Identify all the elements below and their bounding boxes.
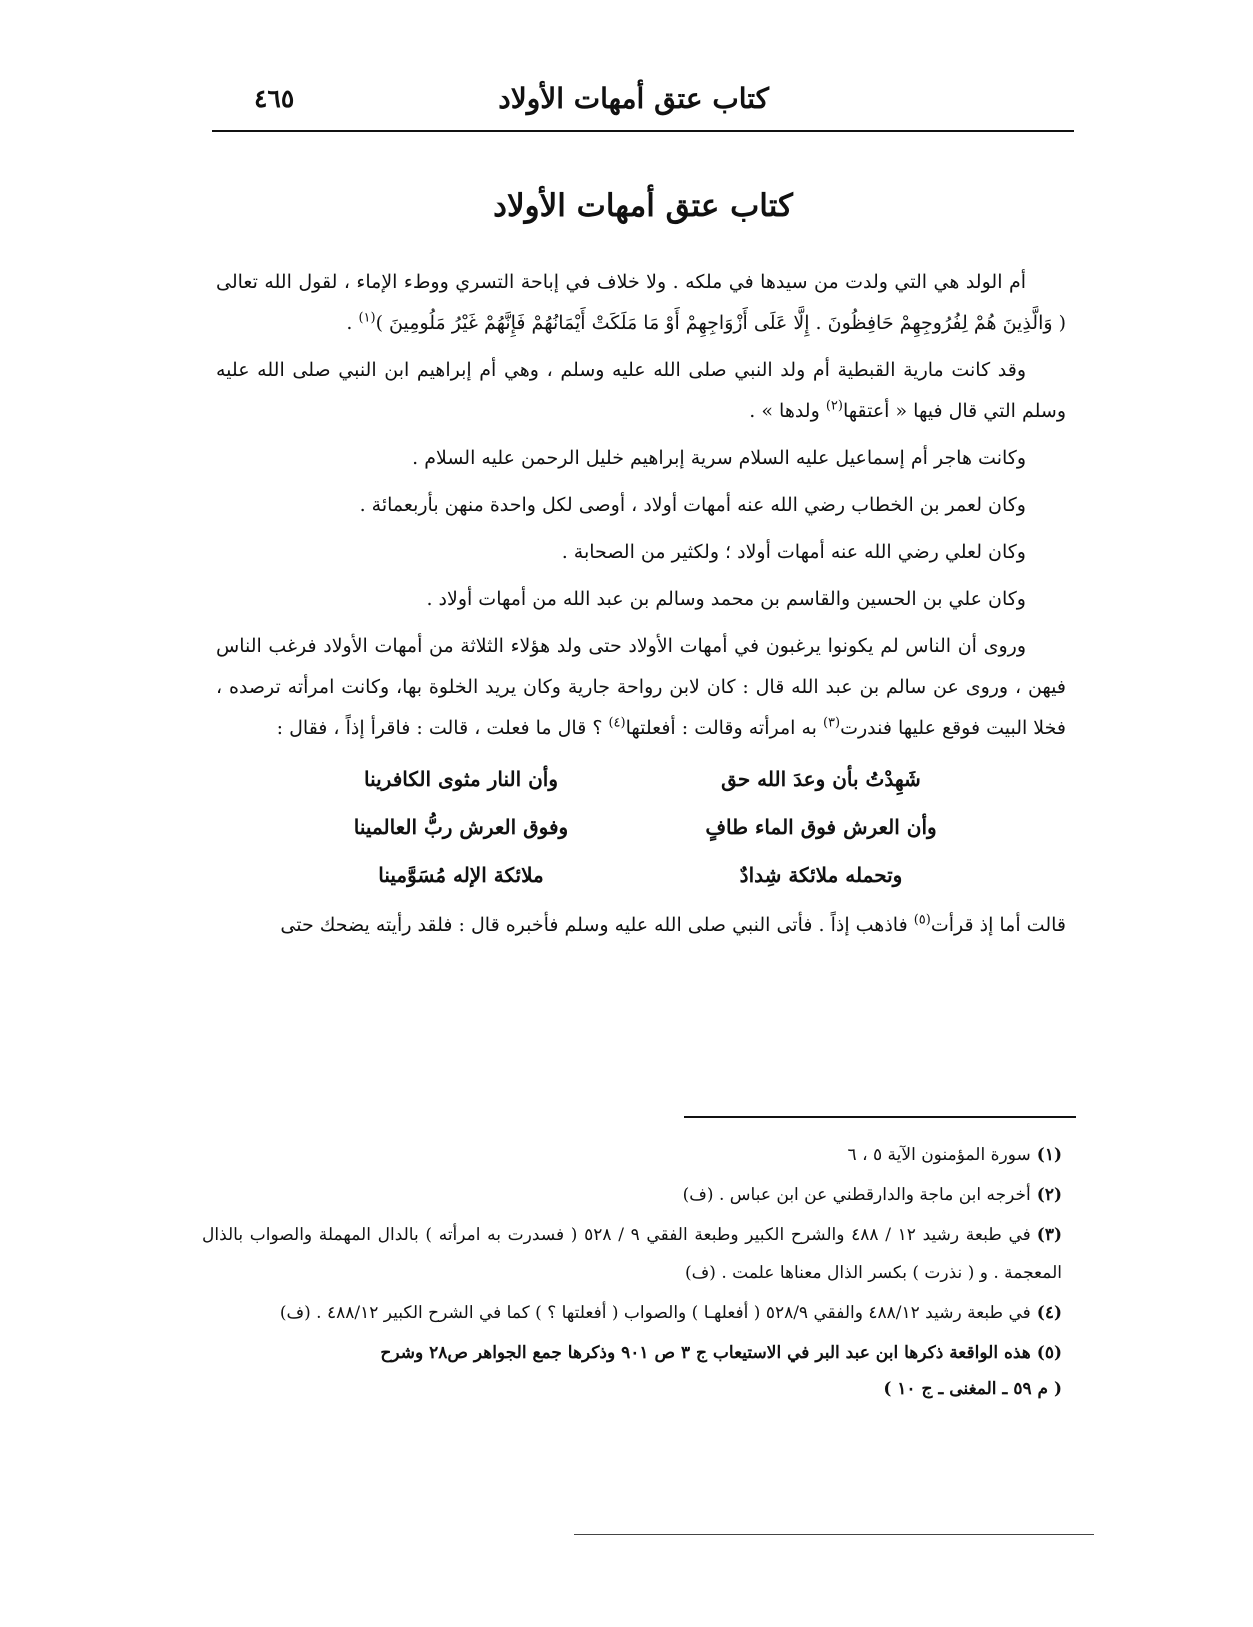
footnote-separator (684, 1116, 1076, 1118)
footnotes (202, 1136, 1062, 1404)
header-rule (212, 130, 1074, 132)
paragraph-8: قالت أما إذ قرأت$^{(٥)}$ فاذهب إذاً . فأتى النبي صلى الله عليه وسلم فأخبره قال : فلقد رأيته يضحك حتى (280, 912, 1066, 936)
footnote-3: (٣)في طبعة رشيد ١٢ / ٤٨٨ والشرح الكبير وطبعة الفقي ٩ / ٥٢٨ ( فسدرت به امرأته ) بالدال المهملة والصواب بالذال المعجمة . و ( نذرت ) بكسر الذال معناها علمت . (ف) (202, 1225, 1062, 1283)
footnote-ref-1: (١) (358, 310, 376, 326)
bottom-rule (574, 1534, 1094, 1535)
paragraph-1: أم الولد هي التي ولدت من سيدها في ملكه . ولا خلاف في إباحة التسري ووطء الإماء ، لقول الله تعالى ( وَالَّذِينَ هُمْ لِفُرُوجِهِمْ حَافِظُونَ . إِلَّا عَلَى أَزْوَاجِهِمْ أَوْ مَا مَلَكَتْ أَيْمَانُهُمْ فَإِنَّهُمْ غَيْرُ مَلُومِينَ )$^{(١)}$ . (216, 271, 1066, 334)
running-header (212, 82, 1074, 126)
poem-verse (311, 851, 971, 899)
footnote-5: (٥)هذه الواقعة ذكرها ابن عبد البر في الاستيعاب ج ٣ ص ٩٠١ وذكرها جمع الجواهر ص٢٨ وشرح (380, 1343, 1062, 1363)
paragraph-7: وروى أن الناس لم يكونوا يرغبون في أمهات الأولاد حتى ولد هؤلاء الثلاثة من أمهات الأولاد فرغب الناس فيهن ، وروى عن سالم بن عبد الله قال : كان لابن رواحة جارية وكان يريد الخلوة بها، وكانت امرأته ترصده ، فخلا البيت فوقع عليها فندرت$^{(٣)}$ به امرأته وقالت : أفعلتها$^{(٤)}$ ؟ قال ما فعلت ، قالت : فاقرأ إذاً ، فقال : (216, 635, 1066, 739)
paragraph-3: وكانت هاجر أم إسماعيل عليه السلام سرية إبراهيم خليل الرحمن عليه السلام . (412, 447, 1026, 469)
paragraph-6: وكان علي بن الحسين والقاسم بن محمد وسالم بن عبد الله من أمهات أولاد . (426, 588, 1026, 610)
poem (311, 755, 971, 899)
footnote-2: (٢)أخرجه ابن ماجة والدارقطني عن ابن عباس . (ف) (682, 1185, 1062, 1205)
verse-second-half: ملائكة الإله مُسَوَّمينا (378, 863, 544, 887)
verse-second-half: وفوق العرش ربُّ العالمينا (353, 815, 569, 839)
running-title: كتاب عتق أمهات الأولاد (498, 82, 769, 115)
poem-verse (311, 755, 971, 803)
footnote-1: (١)سورة المؤمنون الآية ٥ ، ٦ (847, 1145, 1062, 1165)
footnote-ref-5: (٥) (913, 912, 931, 928)
paragraph-4: وكان لعمر بن الخطاب رضي الله عنه أمهات أولاد ، أوصى لكل واحدة منهن بأربعمائة . (359, 494, 1026, 516)
poem-verse (311, 803, 971, 851)
footnote-ref-4: (٤) (608, 715, 626, 731)
paragraph-5: وكان لعلي رضي الله عنه أمهات أولاد ؛ ولكثير من الصحابة . (561, 541, 1026, 563)
main-text (216, 262, 1066, 952)
verse-second-half: وأن النار مثوى الكافرينا (363, 767, 559, 791)
chapter-title: كتاب عتق أمهات الأولاد (493, 188, 793, 224)
footnote-ref-3: (٣) (822, 715, 841, 731)
footnote-ref-2: (٢) (825, 398, 843, 414)
verse-first-half: شَهِدْتُ بأن وعدَ الله حق (721, 767, 921, 791)
paragraph-2: وقد كانت مارية القبطية أم ولد النبي صلى الله عليه وسلم ، وهي أم إبراهيم ابن النبي صلى الله عليه وسلم التي قال فيها « أعتقها$^{(٢)}$ ولدها » . (216, 359, 1066, 422)
verse-first-half: وأن العرش فوق الماء طافٍ (705, 815, 937, 839)
page-number: ٤٦٥ (254, 84, 295, 113)
footnote-4: (٤)في طبعة رشيد ٤٨٨/١٢ والفقي ٥٢٨/٩ ( أفعلهـا ) والصواب ( أفعلتها ؟ ) كما في الشرح الكبير ٤٨٨/١٢ . (ف) (279, 1303, 1062, 1323)
sheet-signature-mark: ( م ٥٩ ـ المغنى ـ ج ١٠ ) (883, 1379, 1062, 1399)
verse-first-half: وتحمله ملائكة شِدادٌ (739, 863, 903, 887)
